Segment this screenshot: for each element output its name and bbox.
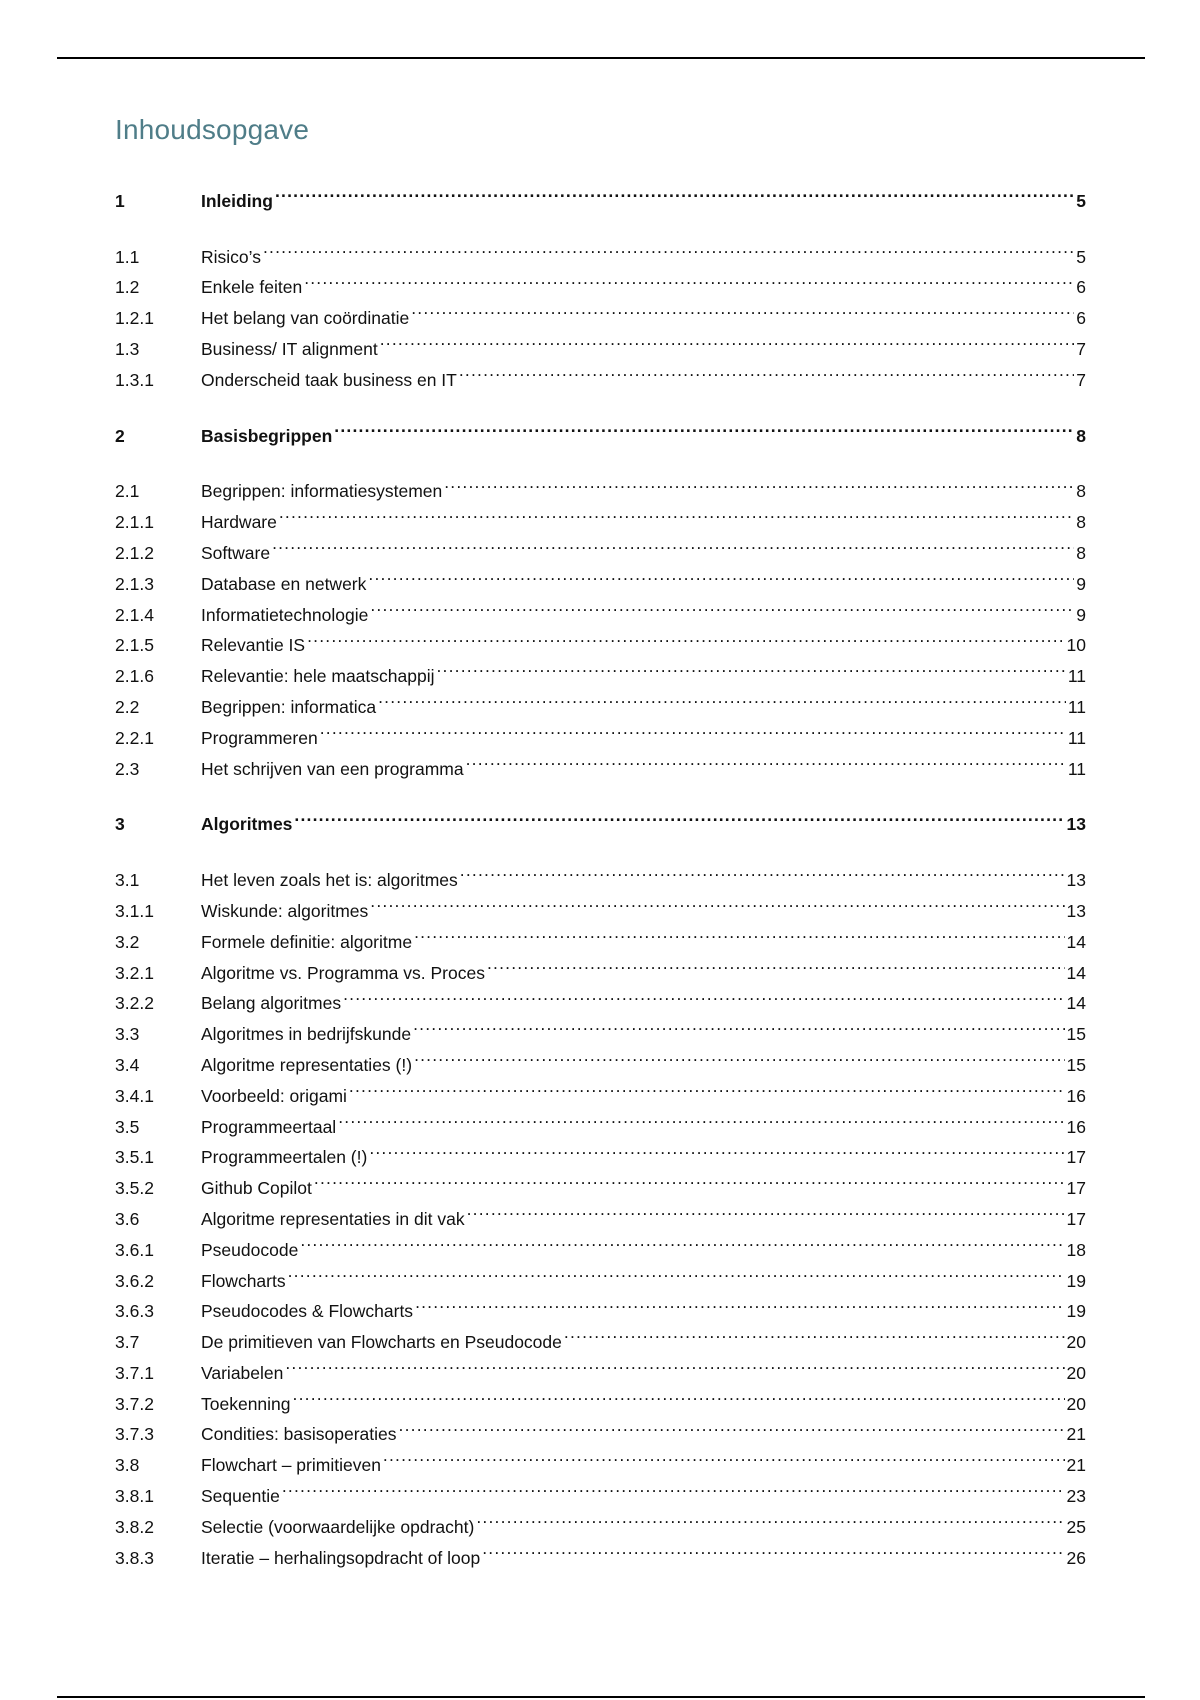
toc-entry-number: 3.7.2 <box>115 1393 154 1414</box>
toc-entry-number: 2.3 <box>115 758 140 779</box>
footer-rule <box>57 1696 1145 1698</box>
toc-entry-title: Algoritme representaties in dit vak <box>201 1208 465 1229</box>
toc-page-number: 17 <box>1066 1178 1086 1199</box>
toc-entry-title: Variabelen <box>201 1362 284 1383</box>
toc-dot-leader <box>349 1071 1065 1102</box>
toc-entry-title: Het leven zoals het is: algoritmes <box>201 870 458 891</box>
toc-title: Inhoudsopgave <box>115 114 310 145</box>
toc-entry-title: Hardware <box>201 512 277 533</box>
toc-dot-leader <box>564 1317 1065 1348</box>
toc-entry-number: 3.8.2 <box>115 1516 154 1537</box>
toc-page-number: 6 <box>1076 308 1086 329</box>
toc-entry-title: Programmeertalen (!) <box>201 1147 368 1168</box>
toc-page-number: 15 <box>1066 1024 1086 1045</box>
toc-dot-leader <box>414 1040 1064 1071</box>
toc-entry-number: 1.3 <box>115 338 140 359</box>
toc-dot-leader <box>294 800 1064 831</box>
toc-entry-number: 3.5.2 <box>115 1178 154 1199</box>
toc-entry-number: 3.1.1 <box>115 900 154 921</box>
toc-entry-title: Algoritmes <box>201 814 293 835</box>
toc-entry-title: Basisbegrippen <box>201 425 333 446</box>
toc-entry-title: Flowcharts <box>201 1270 286 1291</box>
toc-page-number: 11 <box>1067 696 1086 717</box>
table-of-contents <box>115 176 1086 1568</box>
toc-page-number: 20 <box>1066 1332 1086 1353</box>
toc-dot-leader <box>285 1348 1064 1379</box>
toc-page-number: 19 <box>1066 1270 1086 1291</box>
toc-entry-number: 3.1 <box>115 870 140 891</box>
toc-page-number: 21 <box>1066 1424 1086 1445</box>
toc-dot-leader <box>476 1502 1064 1533</box>
toc-dot-leader <box>343 979 1064 1010</box>
toc-entry-number: 2.1 <box>115 481 140 502</box>
toc-entry-title: Sequentie <box>201 1486 280 1507</box>
toc-dot-leader <box>304 263 1074 294</box>
toc-entry-number: 3.8.1 <box>115 1486 154 1507</box>
toc-dot-leader <box>383 1440 1065 1471</box>
toc-dot-leader <box>413 1009 1064 1040</box>
toc-entry-title: Condities: basisoperaties <box>201 1424 397 1445</box>
toc-page-number: 11 <box>1067 758 1086 779</box>
toc-entry-title: Risico’s <box>201 246 261 267</box>
toc-entry-title: Enkele feiten <box>201 277 303 298</box>
toc-page-number: 26 <box>1066 1547 1086 1568</box>
toc-entry-number: 2.1.4 <box>115 604 154 625</box>
toc-chapter-entry[interactable] <box>115 800 1086 835</box>
toc-dot-leader <box>487 948 1065 979</box>
toc-entry-title: De primitieven van Flowcharts en Pseudocode <box>201 1332 562 1353</box>
toc-entry-title: Relevantie IS <box>201 635 306 656</box>
toc-entry-title: Begrippen: informatica <box>201 696 377 717</box>
toc-page-number: 25 <box>1066 1516 1086 1537</box>
toc-dot-leader <box>467 1194 1065 1225</box>
toc-page-number: 15 <box>1066 1054 1086 1075</box>
toc-page-number: 13 <box>1066 900 1086 921</box>
toc-entry-number: 1.1 <box>115 246 140 267</box>
toc-dot-leader <box>288 1256 1065 1287</box>
toc-entry-number: 3.7.3 <box>115 1424 154 1445</box>
toc-page-number: 13 <box>1066 814 1086 835</box>
toc-dot-leader <box>334 411 1074 442</box>
toc-entry-title: Begrippen: informatiesystemen <box>201 481 443 502</box>
toc-dot-leader <box>272 528 1074 559</box>
toc-entry-number: 3.7 <box>115 1332 140 1353</box>
toc-entry-number: 1.2.1 <box>115 308 154 329</box>
toc-page-number: 20 <box>1066 1393 1086 1414</box>
toc-entry-number: 2.2 <box>115 696 140 717</box>
toc-entry-number: 3.5.1 <box>115 1147 154 1168</box>
toc-entry-number: 3.6.1 <box>115 1239 154 1260</box>
toc-dot-leader <box>414 917 1064 948</box>
toc-entry-title: Algoritme vs. Programma vs. Proces <box>201 962 485 983</box>
toc-dot-leader <box>263 232 1074 263</box>
toc-entry-title: Het belang van coördinatie <box>201 308 410 329</box>
toc-entry-title: Flowchart – primitieven <box>201 1455 381 1476</box>
toc-entry-title: Algoritme representaties (!) <box>201 1054 413 1075</box>
toc-page-number: 11 <box>1067 727 1086 748</box>
toc-entry-title: Pseudocode <box>201 1239 299 1260</box>
toc-entry-title: Business/ IT alignment <box>201 338 378 359</box>
toc-page-number: 7 <box>1076 369 1086 390</box>
toc-entry-number: 3.6 <box>115 1208 140 1229</box>
toc-entry-title: Iteratie – herhalingsopdracht of loop <box>201 1547 481 1568</box>
toc-page-number: 19 <box>1066 1301 1086 1322</box>
toc-page-number: 20 <box>1066 1362 1086 1383</box>
toc-dot-leader <box>282 1471 1065 1502</box>
toc-page-number: 14 <box>1066 993 1086 1014</box>
toc-entry-title: Belang algoritmes <box>201 993 342 1014</box>
toc-dot-leader <box>436 651 1065 682</box>
toc-dot-leader <box>338 1102 1064 1133</box>
toc-entry-number: 1.3.1 <box>115 369 154 390</box>
toc-entry-number: 2.1.1 <box>115 512 154 533</box>
toc-entry-number: 3.6.3 <box>115 1301 154 1322</box>
toc-page-number: 16 <box>1066 1085 1086 1106</box>
toc-dot-leader <box>279 497 1074 528</box>
toc-entry-number: 3.4 <box>115 1054 140 1075</box>
toc-page-number: 5 <box>1076 190 1086 211</box>
toc-dot-leader <box>466 744 1066 775</box>
toc-page-number: 8 <box>1076 481 1086 502</box>
toc-entry-title: Programmeren <box>201 727 318 748</box>
toc-page-number: 16 <box>1066 1116 1086 1137</box>
toc-dot-leader <box>275 176 1074 207</box>
toc-entry-number: 3.6.2 <box>115 1270 154 1291</box>
toc-page-number: 10 <box>1066 635 1086 656</box>
toc-entry-title: Pseudocodes & Flowcharts <box>201 1301 414 1322</box>
toc-entry-number: 1 <box>115 190 125 211</box>
toc-entry-title: Onderscheid taak business en IT <box>201 369 457 390</box>
toc-entry-number: 2.2.1 <box>115 727 154 748</box>
toc-entry-number: 2 <box>115 425 125 446</box>
toc-entry-number: 2.1.2 <box>115 542 154 563</box>
toc-page-number: 23 <box>1066 1486 1086 1507</box>
toc-dot-leader <box>380 324 1075 355</box>
toc-entry-number: 2.1.5 <box>115 635 154 656</box>
toc-entry-title: Informatietechnologie <box>201 604 369 625</box>
toc-section-entry[interactable] <box>115 467 1086 502</box>
toc-entry-number: 3.8.3 <box>115 1547 154 1568</box>
toc-entry-title: Formele definitie: algoritme <box>201 931 413 952</box>
toc-page-number: 13 <box>1066 870 1086 891</box>
toc-entry-number: 3.2.2 <box>115 993 154 1014</box>
toc-entry-number: 2.1.6 <box>115 666 154 687</box>
toc-entry-number: 3.2.1 <box>115 962 154 983</box>
toc-entry-title: Relevantie: hele maatschappij <box>201 666 435 687</box>
toc-entry-number: 3.3 <box>115 1024 140 1045</box>
toc-entry-title: Algoritmes in bedrijfskunde <box>201 1024 412 1045</box>
toc-page-number: 8 <box>1076 542 1086 563</box>
toc-entry-number: 3 <box>115 814 125 835</box>
toc-section-entry[interactable] <box>115 232 1086 267</box>
toc-entry-title: Voorbeeld: origami <box>201 1085 347 1106</box>
toc-page-number: 14 <box>1066 962 1086 983</box>
toc-dot-leader <box>460 855 1065 886</box>
toc-entry-number: 3.8 <box>115 1455 140 1476</box>
toc-page-number: 7 <box>1076 338 1086 359</box>
toc-page-number: 9 <box>1076 573 1086 594</box>
toc-chapter-entry[interactable] <box>115 411 1086 446</box>
toc-chapter-entry[interactable] <box>115 176 1086 211</box>
toc-page-number: 17 <box>1066 1208 1086 1229</box>
toc-page-number: 17 <box>1066 1147 1086 1168</box>
toc-page-number: 21 <box>1066 1455 1086 1476</box>
toc-entry-number: 2.1.3 <box>115 573 154 594</box>
toc-dot-leader <box>307 621 1064 652</box>
toc-entry-title: Toekenning <box>201 1393 291 1414</box>
toc-entry-title: Programmeertaal <box>201 1116 337 1137</box>
toc-entry-number: 3.4.1 <box>115 1085 154 1106</box>
toc-dot-leader <box>300 1225 1064 1256</box>
toc-dot-leader <box>314 1163 1065 1194</box>
toc-page-number: 9 <box>1076 604 1086 625</box>
toc-page-number: 11 <box>1067 666 1086 687</box>
toc-dot-leader <box>370 886 1064 917</box>
toc-entry-number: 1.2 <box>115 277 140 298</box>
toc-entry-title: Het schrijven van een programma <box>201 758 464 779</box>
toc-entry-number: 3.2 <box>115 931 140 952</box>
toc-dot-leader <box>482 1533 1064 1564</box>
toc-page-number: 8 <box>1076 425 1086 446</box>
toc-entry-title: Database en netwerk <box>201 573 367 594</box>
toc-entry-title: Selectie (voorwaardelijke opdracht) <box>201 1516 475 1537</box>
toc-entry-number: 3.5 <box>115 1116 140 1137</box>
toc-page-number: 14 <box>1066 931 1086 952</box>
toc-dot-leader <box>370 590 1074 621</box>
toc-entry-title: Wiskunde: algoritmes <box>201 900 369 921</box>
toc-entry-title: Github Copilot <box>201 1178 312 1199</box>
toc-dot-leader <box>368 559 1074 590</box>
toc-page-number: 6 <box>1076 277 1086 298</box>
toc-dot-leader <box>444 467 1074 498</box>
toc-dot-leader <box>459 355 1074 386</box>
toc-page-number: 8 <box>1076 512 1086 533</box>
toc-dot-leader <box>320 713 1066 744</box>
toc-dot-leader <box>399 1410 1065 1441</box>
toc-dot-leader <box>411 293 1074 324</box>
toc-entry-number: 3.7.1 <box>115 1362 154 1383</box>
header-rule <box>57 57 1145 59</box>
toc-section-entry[interactable] <box>115 855 1086 891</box>
toc-dot-leader <box>378 682 1066 713</box>
toc-entry-title: Software <box>201 542 271 563</box>
toc-dot-leader <box>415 1287 1064 1318</box>
toc-entry-title: Inleiding <box>201 190 273 211</box>
toc-page-number: 5 <box>1076 246 1086 267</box>
toc-page-number: 18 <box>1066 1239 1086 1260</box>
toc-dot-leader <box>293 1379 1065 1410</box>
toc-dot-leader <box>369 1133 1064 1164</box>
